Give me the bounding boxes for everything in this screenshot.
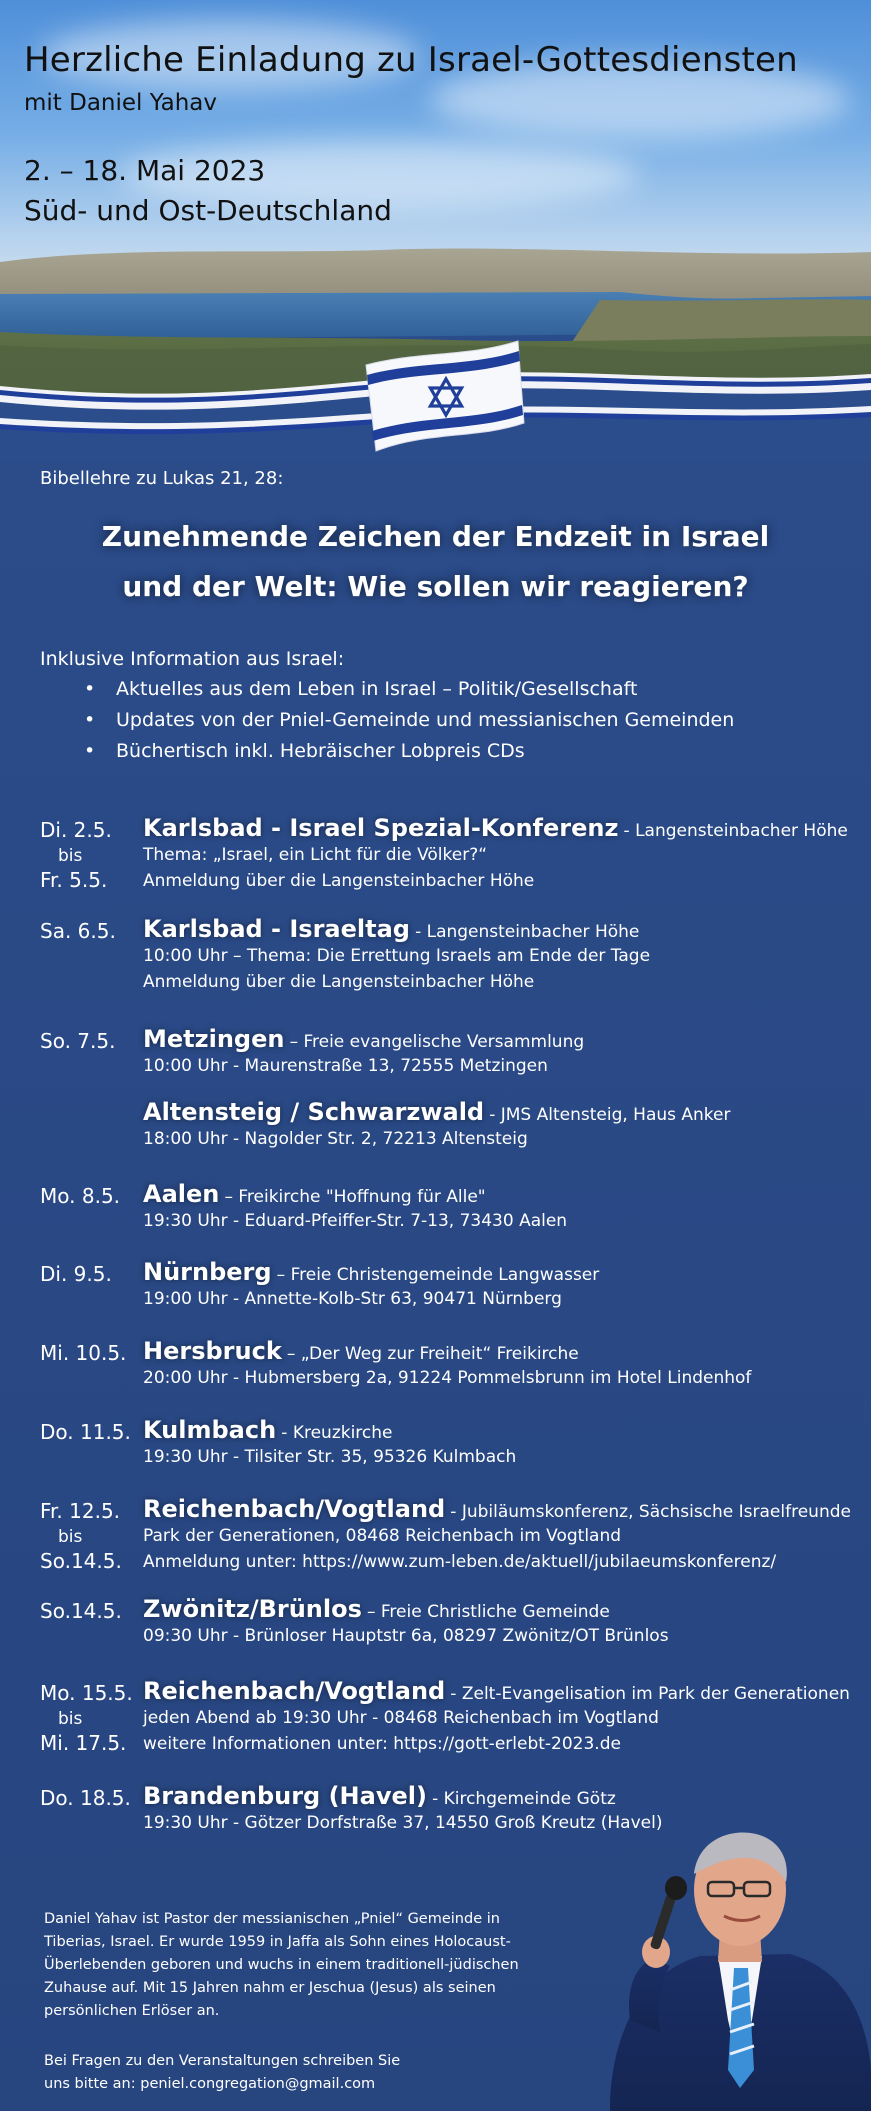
event-venue: - Jubiläumskonferenz, Sächsische Israelfreunde <box>450 1502 851 1522</box>
event-detail: Thema: „Israel, ein Licht für die Völker?“ <box>143 845 488 865</box>
bullet-icon: • <box>84 709 96 731</box>
hero-banner <box>0 0 871 460</box>
event-city: Aalen <box>143 1180 220 1208</box>
event-city: Brandenburg (Havel) <box>143 1782 427 1810</box>
event-date-separator: bis <box>58 1709 83 1729</box>
event-detail: 19:30 Uhr - Götzer Dorfstraße 37, 14550 Groß Kreutz (Havel) <box>143 1813 663 1833</box>
event-detail: Anmeldung unter: https://www.zum-leben.de/aktuell/jubilaeumskonferenz/ <box>143 1552 777 1572</box>
event-venue: - Kreuzkirche <box>281 1423 393 1443</box>
event-period: 2. – 18. Mai 2023 <box>24 154 266 187</box>
headline-line-1: Zunehmende Zeichen der Endzeit in Israel <box>101 520 770 553</box>
event-date: Do. 11.5. <box>40 1420 131 1444</box>
event-title <box>143 916 639 945</box>
list-item: • Büchertisch inkl. Hebräischer Lobpreis CDs <box>80 736 734 767</box>
event-venue: – Freie evangelische Versammlung <box>289 1032 585 1052</box>
event-start-date: Fr. 12.5. <box>40 1499 121 1523</box>
event-city: Nürnberg <box>143 1258 272 1286</box>
event-title <box>143 1783 616 1812</box>
contact-info: Bei Fragen zu den Veranstaltungen schreiben Sie uns bitte an: peniel.congregation@gmail.com <box>44 2050 400 2096</box>
event-date-separator: bis <box>58 1527 83 1547</box>
event-date: So.14.5. <box>40 1599 122 1623</box>
event-city: Reichenbach/Vogtland <box>143 1495 446 1523</box>
event-title <box>143 1678 850 1707</box>
event-title <box>143 1338 579 1367</box>
event-title <box>143 1596 610 1625</box>
event-city: Karlsbad - Israeltag <box>143 915 410 943</box>
event-venue: – Freie Christengemeinde Langwasser <box>276 1265 600 1285</box>
event-city: Altensteig / Schwarzwald <box>143 1098 485 1126</box>
event-city: Karlsbad - Israel Spezial-Konferenz <box>143 814 619 842</box>
event-end-date: Mi. 17.5. <box>40 1731 127 1755</box>
page-title: Herzliche Einladung zu Israel-Gottesdiensten <box>24 40 798 80</box>
event-detail: 19:00 Uhr - Annette-Kolb-Str 63, 90471 Nürnberg <box>143 1289 562 1309</box>
event-date: So. 7.5. <box>40 1029 116 1053</box>
event-city: Metzingen <box>143 1025 285 1053</box>
event-city: Zwönitz/Brünlos <box>143 1595 362 1623</box>
headline-line-2: und der Welt: Wie sollen wir reagieren? <box>122 570 749 603</box>
event-venue: - Kirchgemeinde Götz <box>432 1789 616 1809</box>
event-title <box>143 1259 599 1288</box>
event-date: Di. 9.5. <box>40 1262 112 1286</box>
event-city: Hersbruck <box>143 1337 282 1365</box>
event-detail: Anmeldung über die Langensteinbacher Höhe <box>143 871 535 891</box>
event-date: Mi. 10.5. <box>40 1341 127 1365</box>
event-date: Mo. 8.5. <box>40 1184 121 1208</box>
event-detail: 09:30 Uhr - Brünloser Hauptstr 6a, 08297 Zwönitz/OT Brünlos <box>143 1626 669 1646</box>
event-detail: 10:00 Uhr - Maurenstraße 13, 72555 Metzingen <box>143 1056 548 1076</box>
event-detail: 18:00 Uhr - Nagolder Str. 2, 72213 Altensteig <box>143 1129 528 1149</box>
event-date: Sa. 6.5. <box>40 919 116 943</box>
israel-flag-icon <box>358 335 526 460</box>
event-detail: weitere Informationen unter: https://gott-erlebt-2023.de <box>143 1734 621 1754</box>
event-venue: - JMS Altensteig, Haus Anker <box>489 1105 731 1125</box>
event-city: Reichenbach/Vogtland <box>143 1677 446 1705</box>
event-end-date: Fr. 5.5. <box>40 868 108 892</box>
event-venue: - Langensteinbacher Höhe <box>623 821 848 841</box>
event-date: Do. 18.5. <box>40 1786 131 1810</box>
info-list <box>80 674 734 767</box>
event-start-date: Di. 2.5. <box>40 818 112 842</box>
event-venue: – Freikirche "Hoffnung für Alle" <box>224 1187 486 1207</box>
contact-email: uns bitte an: peniel.congregation@gmail.com <box>44 2076 376 2092</box>
list-item: • Aktuelles aus dem Leben in Israel – Politik/Gesellschaft <box>80 674 734 705</box>
event-start-date: Mo. 15.5. <box>40 1681 133 1705</box>
bullet-icon: • <box>84 740 96 762</box>
event-venue: – Freie Christliche Gemeinde <box>366 1602 610 1622</box>
event-region: Süd- und Ost-Deutschland <box>24 194 392 227</box>
event-title <box>143 1181 486 1210</box>
event-title <box>143 815 848 844</box>
event-title <box>143 1417 393 1446</box>
page-subtitle: mit Daniel Yahav <box>24 90 218 116</box>
event-detail: 19:30 Uhr - Tilsiter Str. 35, 95326 Kulmbach <box>143 1447 517 1467</box>
event-date-separator: bis <box>58 846 83 866</box>
event-detail: 10:00 Uhr – Thema: Die Errettung Israels am Ende der Tage <box>143 946 651 966</box>
event-venue: - Langensteinbacher Höhe <box>415 922 640 942</box>
info-heading: Inklusive Information aus Israel: <box>40 648 345 670</box>
event-detail: 20:00 Uhr - Hubmersberg 2a, 91224 Pommelsbrunn im Hotel Lindenhof <box>143 1368 752 1388</box>
speaker-portrait <box>590 1770 871 2111</box>
event-detail: Anmeldung über die Langensteinbacher Höhe <box>143 972 535 992</box>
event-title <box>143 1099 731 1128</box>
event-end-date: So.14.5. <box>40 1549 122 1573</box>
event-title <box>143 1026 584 1055</box>
bible-teaching-label: Bibellehre zu Lukas 21, 28: <box>40 468 284 489</box>
event-detail: Park der Generationen, 08468 Reichenbach im Vogtland <box>143 1526 622 1546</box>
event-detail: jeden Abend ab 19:30 Uhr - 08468 Reichenbach im Vogtland <box>143 1708 659 1728</box>
event-venue: - Zelt-Evangelisation im Park der Generationen <box>450 1684 850 1704</box>
event-city: Kulmbach <box>143 1416 277 1444</box>
list-item: • Updates von der Pniel-Gemeinde und messianischen Gemeinden <box>80 705 734 736</box>
bullet-icon: • <box>84 678 96 700</box>
speaker-bio: Daniel Yahav ist Pastor der messianischen „Pniel“ Gemeinde in Tiberias, Israel. Er wurde 1959 in Jaffa als Sohn eines Holocaust- Überlebenden geboren und wuchs in einem traditionell-jüdischen Zuhause auf. Mit 15 Jahren nahm er Jeschua (Jesus) als seinen persönlichen Erlöser an. <box>44 1911 519 2019</box>
event-venue: – „Der Weg zur Freiheit“ Freikirche <box>286 1344 579 1364</box>
event-detail: 19:30 Uhr - Eduard-Pfeiffer-Str. 7-13, 73430 Aalen <box>143 1211 568 1231</box>
event-title <box>143 1496 851 1525</box>
